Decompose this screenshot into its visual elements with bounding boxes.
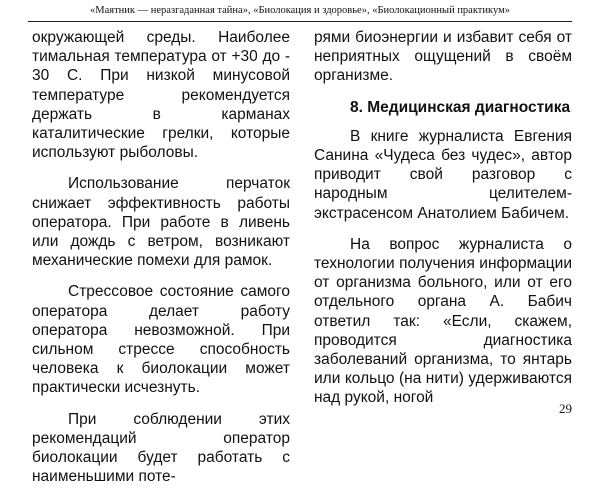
left-paragraph-3: Стрессовое состояние самого оператора делает работу оператора невозможной. При сильном стрессе способность человека к биолокации может практически исчезнуть. (32, 283, 290, 397)
right-paragraph-1: рями биоэнергии и избавит себя от неприятных ощущений в своём организме. (314, 29, 572, 85)
page-number: 29 (559, 401, 572, 416)
section-heading: 8. Медицинская диагностика (350, 98, 571, 116)
left-paragraph-4: При соблюдении этих рекомендаций оператор биолокации будет работать с наименьшими поте- (32, 410, 290, 486)
running-header (28, 3, 572, 22)
left-paragraph-1: окружающей среды. Наиболее тимальная температура от +30 до - 30 С. При низкой минусовой температуре рекомендуется держать в карманах каталитические грелки, которые используют рыболовы. (32, 29, 290, 162)
right-paragraph-2: В книге журналиста Евгения Санина «Чудеса без чудес», автор приводит свой разговор с народным целителем-экстрасенсом Анатолием Бабичем. (314, 127, 572, 222)
right-paragraph-3: На вопрос журналиста о технологии получения информации от организма больного, или от его отдельного органа А. Бабич ответил так: «Если, скажем, проводится диагностика заболеваний организма, то янтарь или кольцо (на нити) удерживаются над рукой, ногой (314, 235, 572, 407)
right-column (314, 28, 572, 420)
left-paragraph-2: Использование перчаток снижает эффективность работы оператора. При работе в ливень или дождь с ветром, возникают механические помехи для рамок. (32, 175, 290, 270)
running-title: «Маятник — неразгаданная тайна», «Биолокация и здоровье», «Биолокационный практикум» (90, 5, 510, 16)
left-column (32, 28, 290, 498)
